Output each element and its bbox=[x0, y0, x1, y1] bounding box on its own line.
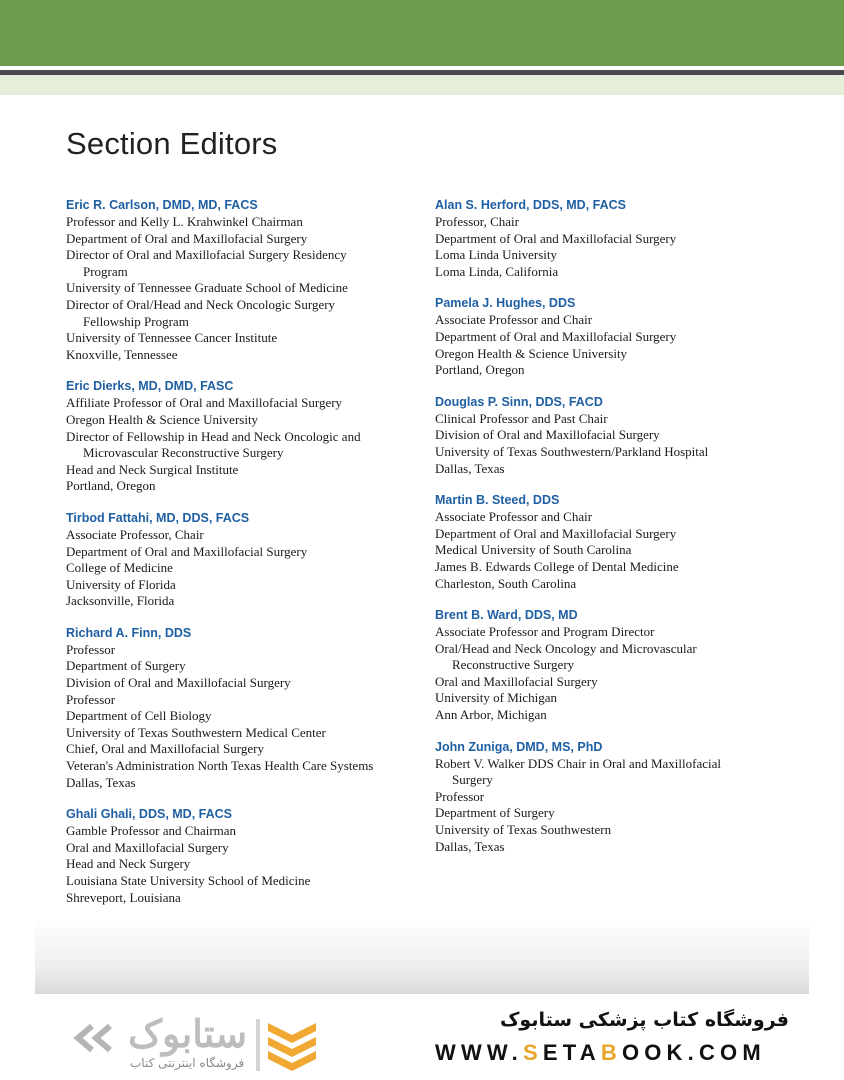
editor-entry bbox=[66, 197, 426, 363]
affiliation-line: Department of Oral and Maxillofacial Surgery bbox=[66, 543, 308, 559]
affiliation-line: Microvascular Reconstructive Surgery bbox=[83, 445, 284, 461]
affiliation-line: Program bbox=[83, 263, 128, 279]
editor-entry bbox=[435, 197, 805, 280]
setabook-logo bbox=[70, 1015, 350, 1075]
affiliation-line: University of Texas Southwestern Medical Center bbox=[66, 724, 326, 740]
affiliation-line: Surgery bbox=[452, 772, 493, 788]
affiliation-line: Fellowship Program bbox=[83, 313, 189, 329]
editor-entry bbox=[435, 492, 805, 592]
affiliation-line: Loma Linda University bbox=[435, 247, 558, 263]
affiliation-line: Associate Professor and Program Director bbox=[435, 624, 655, 640]
affiliation-line: Associate Professor, Chair bbox=[66, 526, 204, 542]
affiliation-line: Department of Cell Biology bbox=[66, 708, 212, 724]
affiliation-line: Professor bbox=[435, 788, 485, 804]
affiliation-line: Veteran's Administration North Texas Health Care Systems bbox=[66, 758, 374, 774]
affiliation-line: Reconstructive Surgery bbox=[452, 657, 575, 673]
editor-name: Alan S. Herford, DDS, MD, FACS bbox=[435, 198, 626, 212]
affiliation-line: Associate Professor and Chair bbox=[435, 312, 593, 328]
affiliation-line: Professor bbox=[66, 691, 116, 707]
editor-entry bbox=[66, 378, 426, 495]
affiliation-line: Head and Neck Surgery bbox=[66, 856, 191, 872]
url-part: WWW. bbox=[435, 1040, 523, 1065]
affiliation-line: Louisiana State University School of Medicine bbox=[66, 873, 311, 888]
shop-name: فروشگاه کتاب پزشکی ستابوک bbox=[499, 1009, 789, 1031]
url-part: ETA bbox=[542, 1040, 601, 1065]
affiliation-line: College of Medicine bbox=[66, 560, 173, 576]
affiliation-line: Department of Oral and Maxillofacial Surgery bbox=[435, 230, 677, 246]
affiliation-line: Head and Neck Surgical Institute bbox=[66, 461, 239, 477]
affiliation-line: Director of Oral and Maxillofacial Surgery Residency bbox=[66, 247, 347, 263]
affiliation-line: Dallas, Texas bbox=[435, 460, 505, 476]
double-chevron-left-icon bbox=[70, 1023, 122, 1053]
affiliation-line: Professor, Chair bbox=[435, 214, 519, 229]
affiliation-line: Dallas, Texas bbox=[66, 774, 136, 790]
editor-name: Brent B. Ward, DDS, MD bbox=[435, 608, 578, 623]
affiliation-line: Director of Fellowship in Head and Neck Oncologic and bbox=[66, 428, 361, 444]
affiliation-line: Jacksonville, Florida bbox=[66, 593, 175, 609]
affiliation-line: University of Tennessee Cancer Institute bbox=[66, 330, 278, 346]
affiliation-line: Clinical Professor and Past Chair bbox=[435, 410, 608, 426]
affiliation-line: Loma Linda, California bbox=[435, 263, 559, 279]
editor-name: Martin B. Steed, DDS bbox=[435, 493, 560, 508]
editor-entry bbox=[66, 625, 426, 791]
editors-column-right bbox=[435, 197, 805, 870]
website-url[interactable] bbox=[435, 1040, 766, 1066]
affiliation-line: Robert V. Walker DDS Chair in Oral and Maxillofacial bbox=[435, 755, 721, 771]
editor-name: Douglas P. Sinn, DDS, FACD bbox=[435, 394, 603, 409]
affiliation-line: Portland, Oregon bbox=[435, 362, 525, 378]
page-title: Section Editors bbox=[66, 126, 278, 161]
affiliation-line: Shreveport, Louisiana bbox=[66, 889, 181, 905]
editor-entry bbox=[435, 739, 805, 856]
stacked-books-icon bbox=[256, 1019, 328, 1071]
logo-subtitle: فروشگاه اینترنتی کتاب bbox=[130, 1056, 245, 1070]
affiliation-line: Oral and Maxillofacial Surgery bbox=[66, 839, 229, 855]
affiliation-line: Director of Oral/Head and Neck Oncologic Surgery bbox=[66, 296, 336, 312]
affiliation-line: University of Michigan bbox=[435, 690, 558, 706]
url-part: OOK.COM bbox=[621, 1040, 766, 1065]
affiliation-line: Charleston, South Carolina bbox=[435, 575, 577, 591]
header-band bbox=[0, 0, 844, 66]
editor-name: Ghali Ghali, DDS, MD, FACS bbox=[66, 807, 232, 822]
editor-name: Eric Dierks, MD, DMD, FASC bbox=[66, 379, 234, 394]
affiliation-line: Knoxville, Tennessee bbox=[66, 346, 178, 362]
editor-entry bbox=[66, 806, 426, 906]
editor-entry bbox=[435, 295, 805, 378]
affiliation-line: Division of Oral and Maxillofacial Surgery bbox=[66, 675, 291, 691]
affiliation-line: Dallas, Texas bbox=[435, 838, 505, 854]
affiliation-line: University of Tennessee Graduate School of Medicine bbox=[66, 280, 348, 296]
affiliation-line: Department of Oral and Maxillofacial Surgery bbox=[66, 230, 308, 246]
editor-entry bbox=[435, 394, 805, 477]
affiliation-line: Chief, Oral and Maxillofacial Surgery bbox=[66, 741, 264, 757]
editor-name: Tirbod Fattahi, MD, DDS, FACS bbox=[66, 510, 250, 525]
editors-column-left bbox=[66, 197, 426, 921]
header-light-band bbox=[0, 75, 844, 95]
affiliation-line: University of Texas Southwestern/Parkland Hospital bbox=[435, 443, 709, 459]
editor-name: Pamela J. Hughes, DDS bbox=[435, 296, 576, 311]
editor-entry bbox=[66, 510, 426, 610]
affiliation-line: Oregon Health & Science University bbox=[66, 411, 259, 427]
affiliation-line: Department of Oral and Maxillofacial Surgery bbox=[435, 328, 677, 344]
affiliation-line: Medical University of South Carolina bbox=[435, 542, 632, 558]
affiliation-line: Oral/Head and Neck Oncology and Microvascular bbox=[435, 640, 697, 656]
editor-name: Eric R. Carlson, DMD, MD, FACS bbox=[66, 198, 258, 212]
affiliation-line: Professor and Kelly L. Krahwinkel Chairman bbox=[66, 214, 303, 229]
bottom-fade bbox=[35, 918, 809, 994]
affiliation-line: Oregon Health & Science University bbox=[435, 345, 628, 361]
affiliation-line: Associate Professor and Chair bbox=[435, 509, 593, 525]
affiliation-line: University of Texas Southwestern bbox=[435, 822, 612, 838]
affiliation-line: University of Florida bbox=[66, 576, 176, 592]
affiliation-line: Gamble Professor and Chairman bbox=[66, 823, 237, 839]
logo-wordmark: ستابوک bbox=[128, 1014, 248, 1056]
affiliation-line: Department of Surgery bbox=[66, 658, 186, 674]
affiliation-line: Oral and Maxillofacial Surgery bbox=[435, 673, 598, 689]
editor-name: John Zuniga, DMD, MS, PhD bbox=[435, 739, 603, 754]
editor-entry bbox=[435, 607, 805, 724]
affiliation-line: Portland, Oregon bbox=[66, 478, 156, 494]
url-highlight: S bbox=[523, 1040, 543, 1065]
editor-name: Richard A. Finn, DDS bbox=[66, 625, 192, 640]
affiliation-line: Ann Arbor, Michigan bbox=[435, 707, 547, 723]
affiliation-line: Professor bbox=[66, 641, 116, 657]
affiliation-line: Department of Oral and Maxillofacial Surgery bbox=[435, 525, 677, 541]
url-highlight: B bbox=[600, 1040, 622, 1065]
affiliation-line: Affiliate Professor of Oral and Maxillofacial Surgery bbox=[66, 395, 343, 411]
affiliation-line: Department of Surgery bbox=[435, 805, 555, 821]
affiliation-line: Division of Oral and Maxillofacial Surgery bbox=[435, 427, 660, 443]
affiliation-line: James B. Edwards College of Dental Medicine bbox=[435, 558, 679, 574]
